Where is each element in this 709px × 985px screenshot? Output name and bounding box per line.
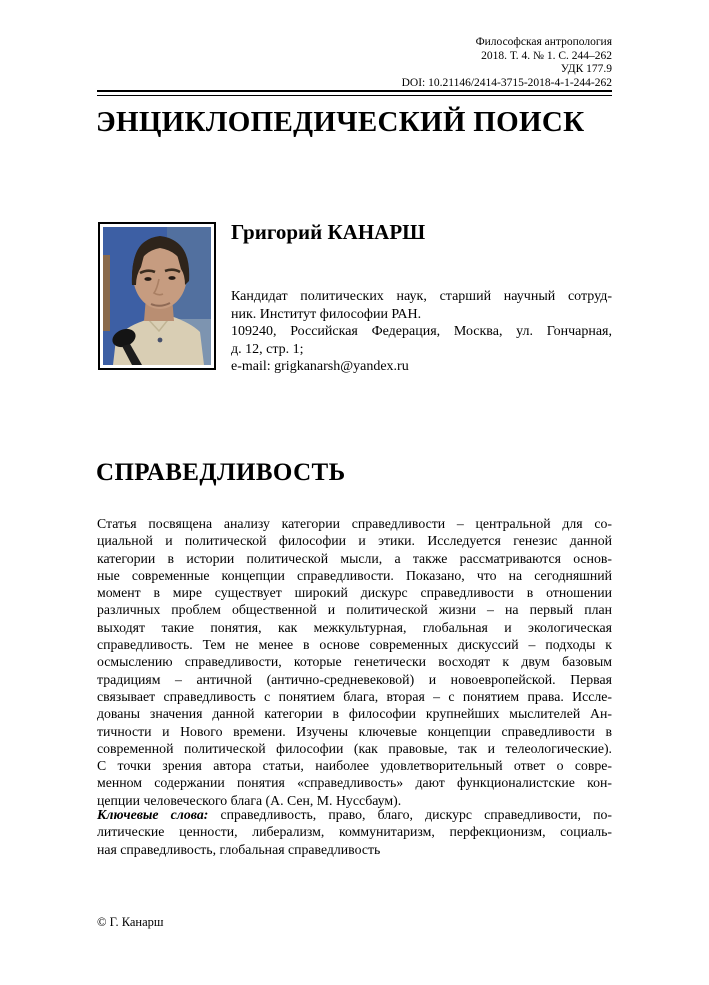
- udk-code: УДК 177.9: [560, 63, 612, 76]
- author-photo: [98, 222, 216, 370]
- text-line: менном содержании понятия «справедливость» дают функционалистские кон-: [97, 775, 612, 791]
- text-line: выходят такие понятия, как межкультурная, глобальная и экологическая: [97, 619, 612, 635]
- text-line: категории в истории политической мысли, а также рассматриваются основ-: [97, 550, 612, 566]
- text-line: ная справедливость, глобальная справедливость: [97, 841, 381, 857]
- author-name: Григорий КАНАРШ: [231, 220, 426, 244]
- text-line: e-mail: grigkanarsh@yandex.ru: [231, 359, 409, 374]
- author-portrait-illustration: [103, 227, 211, 365]
- text-line: осмыслению справедливости, которые генетически восходят к двум базовым: [97, 654, 612, 670]
- section-title: ЭНЦИКЛОПЕДИЧЕСКИЙ ПОИСК: [96, 106, 585, 138]
- text-line: ник. Институт философии РАН.: [231, 306, 422, 322]
- keywords-text: [97, 806, 612, 858]
- text-line: Ключевые слова: справедливость, право, благо, дискурс справедливости, по-: [97, 807, 612, 822]
- author-bio: [231, 288, 612, 376]
- text-line: д. 12, стр. 1;: [231, 341, 304, 357]
- text-line: современной политической философии (как правовые, так и телеологические).: [97, 740, 612, 756]
- text-line: Кандидат политических наук, старший научный сотруд-: [231, 289, 612, 304]
- issue-info: 2018. Т. 4. № 1. С. 244–262: [481, 49, 612, 62]
- text-line: традициям – античной (антично-средневековой) и новоевропейской. Первая: [97, 671, 612, 687]
- doi-code: DOI: 10.21146/2414-3715-2018-4-1-244-262: [401, 76, 612, 89]
- header-divider-rule: [97, 90, 612, 96]
- text-line: дованы значения данной категории в философии крупнейших мыслителей Ан-: [97, 706, 612, 722]
- text-line: ные современные концепции справедливости. Показано, что на сегодняшний: [97, 567, 612, 583]
- journal-name: Философская антропология: [475, 36, 612, 48]
- text-line: справедливость. Тем не менее в основе современных дискуссий – подходы к: [97, 637, 612, 653]
- abstract-text: [97, 515, 612, 809]
- journal-header: [402, 36, 612, 90]
- text-line: момент в мире существует широкий дискурс справедливости в отношении: [97, 585, 612, 601]
- text-line: 109240, Российская Федерация, Москва, ул. Гончарная,: [231, 324, 612, 339]
- text-line: литические ценности, либерализм, коммунитаризм, перфекционизм, социаль-: [97, 824, 612, 840]
- text-line: различных проблем общественной и политической жизни – на первый план: [97, 602, 612, 618]
- text-line: связывает справедливость с понятием блага, вторая – с понятием права. Иссле-: [97, 688, 612, 704]
- keywords-label: Ключевые слова:: [97, 807, 209, 822]
- text-line: циальной и политической философии и этики. Исследуется генезис данной: [97, 533, 612, 549]
- copyright-notice: © Г. Канарш: [97, 915, 164, 929]
- text-line: цепции человеческого блага (А. Сен, М. Нуссбаум).: [97, 792, 402, 808]
- text-line: тичности и Нового времени. Изучены ключевые концепции справедливости в: [97, 723, 612, 739]
- article-title: СПРАВЕДЛИВОСТЬ: [96, 459, 346, 486]
- text-line: Статья посвящена анализу категории справедливости – центральной для со-: [97, 516, 612, 531]
- text-line: С точки зрения автора статьи, наиболее удовлетворительный ответ о совре-: [97, 758, 612, 774]
